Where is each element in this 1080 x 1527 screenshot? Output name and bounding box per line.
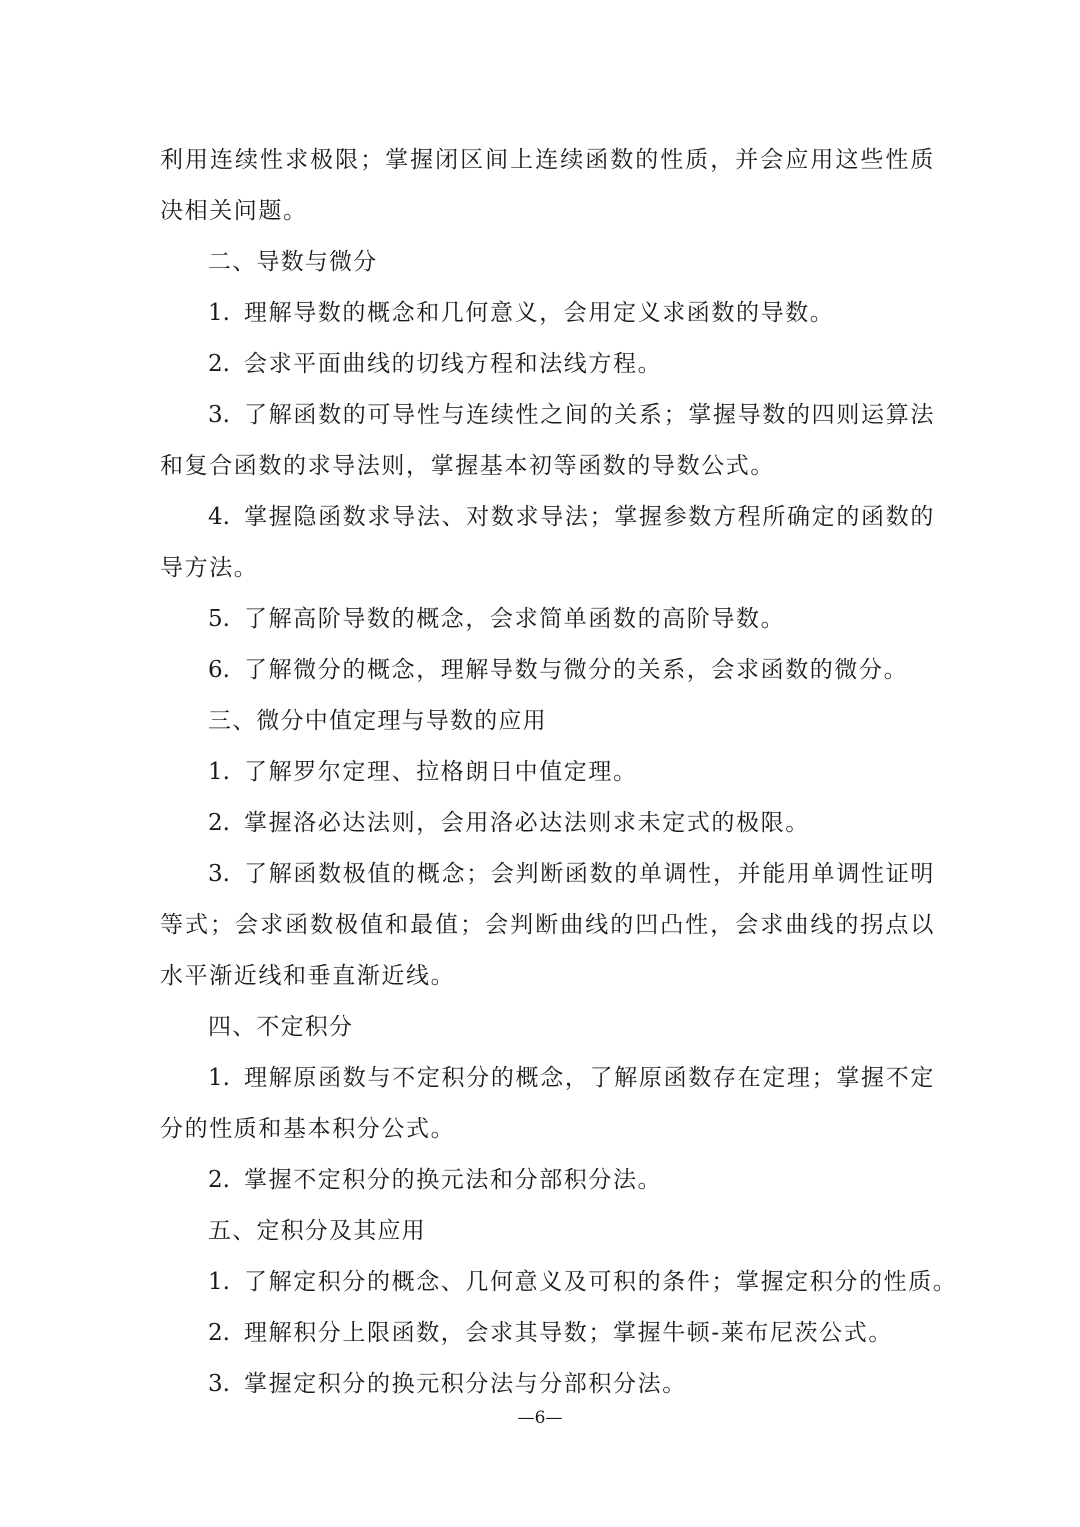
- list-item-continuation: 导方法。: [160, 555, 259, 581]
- list-item-continuation: 和复合函数的求导法则，掌握基本初等函数的导数公式。: [160, 453, 775, 479]
- item-number: 4.: [208, 504, 230, 530]
- item-number: 2.: [208, 1320, 230, 1346]
- section-heading: 三、微分中值定理与导数的应用: [208, 708, 547, 734]
- item-number: 3.: [208, 1371, 230, 1397]
- item-text: 掌握洛必达法则，会用洛必达法则求未定式的极限。: [244, 810, 810, 836]
- list-item-continuation: 分的性质和基本积分公式。: [160, 1116, 456, 1142]
- item-text: 了解函数极值的概念；会判断函数的单调性，并能用单调性证明: [244, 861, 935, 887]
- list-item: [160, 492, 935, 543]
- list-item: [160, 1257, 958, 1308]
- section-heading: 四、不定积分: [208, 1014, 354, 1040]
- item-text: 了解微分的概念，理解导数与微分的关系，会求函数的微分。: [244, 657, 909, 683]
- item-text: 了解高阶导数的概念，会求简单函数的高阶导数。: [244, 606, 786, 632]
- page-number: —6—: [517, 1408, 563, 1428]
- item-text: 理解积分上限函数，会求其导数；掌握牛顿-莱布尼茨公式。: [244, 1320, 893, 1346]
- list-item: [160, 1359, 935, 1410]
- item-number: 1.: [208, 1065, 230, 1091]
- section-heading: 二、导数与微分: [208, 249, 378, 275]
- document-body: [160, 135, 958, 1410]
- list-item: [160, 1155, 935, 1206]
- list-item-continuation: 等式；会求函数极值和最值；会判断曲线的凹凸性，会求曲线的拐点以: [160, 912, 935, 938]
- list-item: [160, 1053, 935, 1104]
- item-text: 理解导数的概念和几何意义，会用定义求函数的导数。: [244, 300, 835, 326]
- item-number: 2.: [208, 1167, 230, 1193]
- item-number: 2.: [208, 351, 230, 377]
- item-text: 了解函数的可导性与连续性之间的关系；掌握导数的四则运算法: [244, 402, 935, 428]
- item-text: 理解原函数与不定积分的概念，了解原函数存在定理；掌握不定: [244, 1065, 935, 1091]
- list-item: [160, 339, 935, 390]
- section-heading: 五、定积分及其应用: [208, 1218, 426, 1244]
- item-text: 掌握定积分的换元积分法与分部积分法。: [244, 1371, 687, 1397]
- paragraph-line: 决相关问题。: [160, 198, 308, 224]
- item-number: 3.: [208, 861, 230, 887]
- item-number: 1.: [208, 300, 230, 326]
- item-number: 1.: [208, 1269, 230, 1295]
- item-text: 了解定积分的概念、几何意义及可积的条件；掌握定积分的性质。: [244, 1269, 958, 1295]
- list-item: [160, 645, 935, 696]
- list-item: [160, 798, 935, 849]
- item-text: 掌握不定积分的换元法和分部积分法。: [244, 1167, 663, 1193]
- list-item: [160, 1308, 935, 1359]
- item-text: 会求平面曲线的切线方程和法线方程。: [244, 351, 663, 377]
- item-text: 掌握隐函数求导法、对数求导法；掌握参数方程所确定的函数的: [244, 504, 935, 530]
- item-number: 5.: [208, 606, 230, 632]
- item-number: 6.: [208, 657, 230, 683]
- item-number: 1.: [208, 759, 230, 785]
- list-item: [160, 849, 935, 900]
- item-number: 2.: [208, 810, 230, 836]
- list-item: [160, 390, 935, 441]
- list-item: [160, 594, 935, 645]
- item-text: 了解罗尔定理、拉格朗日中值定理。: [244, 759, 638, 785]
- item-number: 3.: [208, 402, 230, 428]
- list-item-continuation: 水平渐近线和垂直渐近线。: [160, 963, 456, 989]
- list-item: [160, 747, 935, 798]
- list-item: [160, 288, 935, 339]
- paragraph-line: 利用连续性求极限；掌握闭区间上连续函数的性质，并会应用这些性质: [160, 147, 935, 173]
